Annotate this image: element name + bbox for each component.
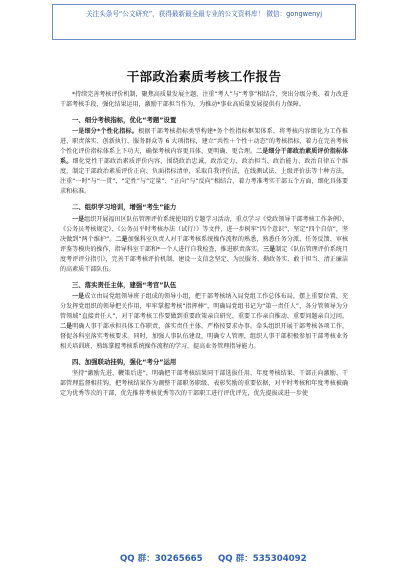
section-2-text-1: 组织开展福田区队伍管理评价系统使用的专题学习活动，重点学习《党政领导干部考核工作条例》、《公务员考核规定》、《公务员平时考核办法（试行）》等文件，进一步树牢“四个意识”，坚定“四个自信”，坚决做到“两个维护”。 [60,215,348,243]
footer-qq-group-2: QQ 群：535304092 [218,554,307,564]
section-2-heading: 二、组织学习培训，增强“考生”能力 [72,203,177,212]
section-3-text-1: 成立由局党组领导班子组成的领导小组，把干部考核纳入局党组工作总体布局，摆上重要位置，充分发挥党组织的领导把关作用，牢牢掌握考核“指挥棒”，明确局党组书记为“第一责任人”，各分管领导为分管领域“直接责任人”，对干部考核工作要做到重要政策亲自研究、重要工作亲自推动、重要问题亲自过问。 [60,292,349,320]
section-2-text-2: 加强科室负责人对干部考核系统操作流程的熟悉，熟悉任务分派、任务反馈、审核评鉴等模块的操作，指导科室干部和*一个人进行自我检查，推进职责落实。 [60,235,349,253]
footer [0,552,408,566]
section-1-paragraph [60,127,348,197]
section-2-paragraph [60,215,348,275]
intro-paragraph: *持续完善考核评价机制，聚焦高质量发展主题，注重“考人”与“考事”相结合，突出分级分类、着力改进干部考核手段，强化结果运用，激励干部担当作为，为推动*事业高质量发展提供有力保障。 [60,91,348,109]
section-3-heading: 三、落实责任主体，建强“考官”队伍 [72,280,177,289]
document-title: 干部政治素质考核工作报告 [126,69,282,84]
banner-text: 关注头条号“公文研究”，获得最新最全最专业的公文资料库！ 微信：gongwenyj [85,10,323,18]
section-1-heading: 一、细分考核指标，优化“考题”设置 [72,116,177,125]
section-3-text-2: 明确人事干部承担具体工作职责，落实责任主体，严格按要求办事。牵头组织开展干部考核各项工作，督促各科室落实考核要求。同时，加强人事队伍建设，明确专人管理，组织人事干部积极参加干部考核业务相关培训班，熟练掌握考核系统操作流程的学习，提高业务管理指导能力。 [60,322,349,351]
section-2-lead-1: 一是 [72,215,85,223]
section-4-paragraph: 坚持“激励先进、鞭策后进”，明确把干部考核结果同干部选拔任用、年度考核结果、干部正向激励、干部管理监督相挂钩，把考核结果作为调整干部职务职级、表彰奖励的重要依据，对平时考核和年度考核被确定为优秀等次的干部，优先推荐考核优秀等次的干部职工进行评优评先，优先提拔或进一步使 [60,370,348,398]
section-1-lead-1: 一是细分*个性化指标。 [72,128,139,136]
section-3-lead-2: 二是 [60,322,73,330]
section-4-heading: 四、加强联动挂钩，强化“考分”运用 [72,358,177,367]
document-body [60,90,348,399]
section-2-lead-2: 二是 [115,235,128,243]
section-3-paragraph [60,292,348,352]
section-3-lead-1: 一是 [72,292,85,300]
section-2-lead-3: 三是 [263,245,276,253]
section-1-text-1: 根据干部考核指标类型构建*务个性指标框架体系，将考核内容细化为工作推进、职责落实、创新执行、服务群众等 6 大项指标，建立“共性＋个性＋动态”的考核指标，着力在完善考核个性化评价指标体系上下功夫，确保考核内容更具体、更明确、更合理。 [60,128,348,156]
header-banner [52,4,356,40]
section-2-text-3: 制定《队伍管理评价系统月度考评评分指引》，完善干部考核评价机制，建设一支信念坚定、为民服务、勤政务实、敢于担当、清正廉洁的高素质干部队伍。 [60,245,349,273]
section-1-text-2: 细化党性干部政治素质评价内容，围绕政治忠诚、政治定力、政治担当、政治能力、政治自律五个维度，制定干部政治素质评价正向、负面指标清单，采取自我评价法，在线测试法、上级评价法等十种方法，注重“一时”与“一贯”、“定性”与“定量”、“正向”与“反向”相结合，着力考准考实干部五个方面，细化具体要求和标准。 [60,158,348,196]
section-1-lead-2: 二是细分干部政治素质评价指标体系。 [60,148,348,166]
footer-qq-group-1: QQ 群：30265665 [120,554,203,564]
